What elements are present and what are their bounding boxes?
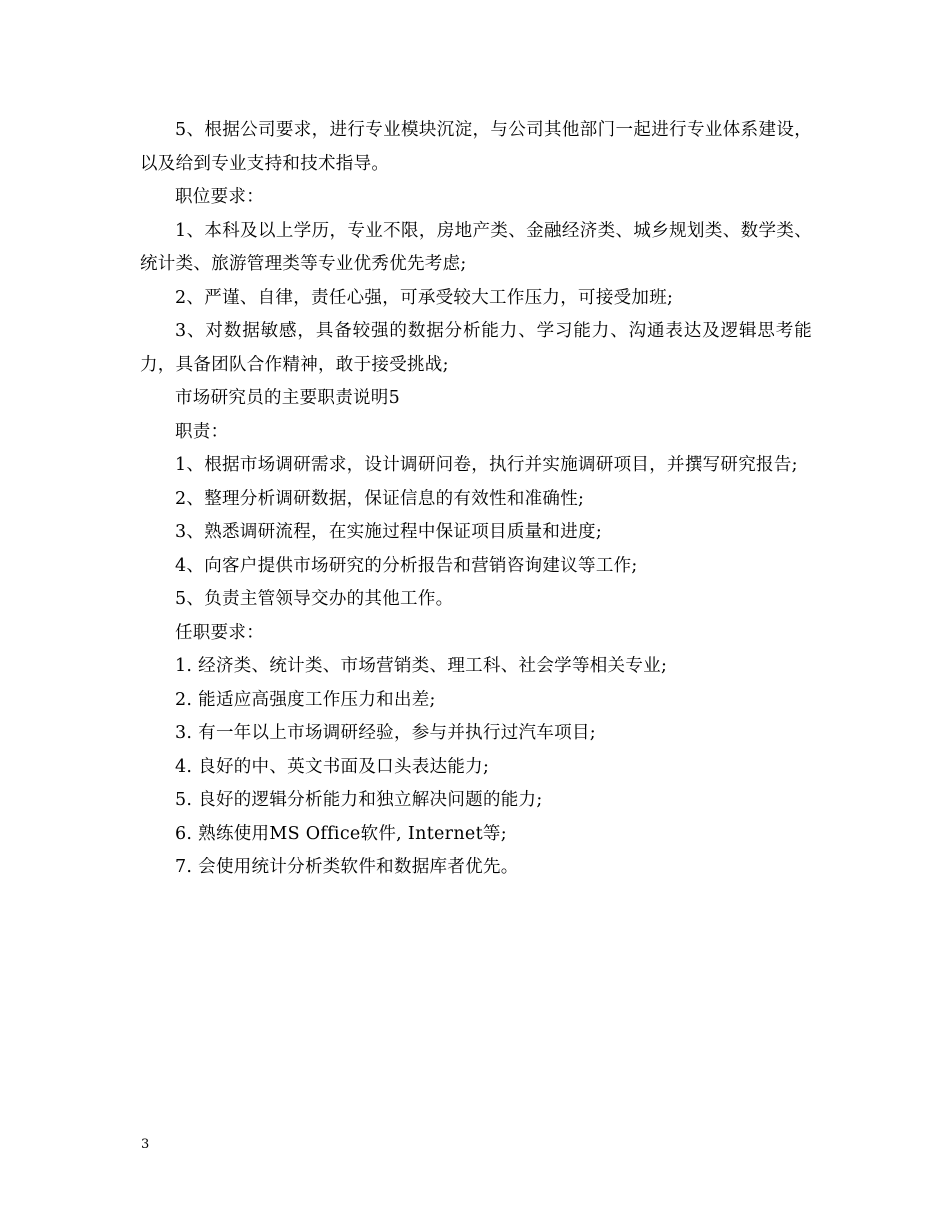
paragraph-duty-4: 4、向客户提供市场研究的分析报告和营销咨询建议等工作; [175, 555, 638, 576]
list-item-3: 3. 有一年以上市场调研经验，参与并执行过汽车项目; [175, 723, 596, 743]
list-item-7: 7. 会使用统计分析类软件和数据库者优先。 [175, 857, 519, 877]
list-item-2: 2. 能适应高强度工作压力和出差; [175, 689, 436, 710]
paragraph-requirement-1: 1、本科及以上学历，专业不限，房地产类、金融经济类、城乡规划类、数学类、统计类、旅游管理类等专业优秀优先考虑; [140, 220, 812, 274]
paragraph-duty-5b: 5、负责主管领导交办的其他工作。 [175, 589, 454, 609]
paragraph-requirement-2: 2、严谨、自律，责任心强，可承受较大工作压力，可接受加班; [175, 287, 674, 308]
heading-position-requirements: 职位要求： [175, 187, 264, 207]
paragraph-duty-3: 3、熟悉调研流程，在实施过程中保证项目质量和进度; [175, 522, 603, 542]
document-body [140, 114, 812, 885]
paragraph-duty-5: 5、根据公司要求，进行专业模块沉淀，与公司其他部门一起进行专业体系建设，以及给到专业支持和技术指导。 [140, 120, 812, 174]
list-item-4: 4. 良好的中、英文书面及口头表达能力; [175, 756, 490, 777]
section-title: 市场研究员的主要职责说明5 [175, 388, 401, 408]
heading-job-requirements: 任职要求： [175, 622, 264, 643]
paragraph-requirement-3: 3、对数据敏感，具备较强的数据分析能力、学习能力、沟通表达及逻辑思考能力，具备团队合作精神，敢于接受挑战; [140, 321, 812, 375]
list-item-1: 1. 经济类、统计类、市场营销类、理工科、社会学等相关专业; [175, 656, 668, 676]
page-number: 3 [141, 1137, 150, 1152]
paragraph-duty-2: 2、整理分析调研数据，保证信息的有效性和准确性; [175, 488, 585, 509]
heading-duties: 职责： [175, 421, 229, 442]
list-item-6: 6. 熟练使用MS Office软件, Internet等; [175, 823, 507, 844]
list-item-5: 5. 良好的逻辑分析能力和独立解决问题的能力; [175, 790, 543, 810]
paragraph-duty-1: 1、根据市场调研需求，设计调研问卷，执行并实施调研项目，并撰写研究报告; [175, 455, 798, 475]
